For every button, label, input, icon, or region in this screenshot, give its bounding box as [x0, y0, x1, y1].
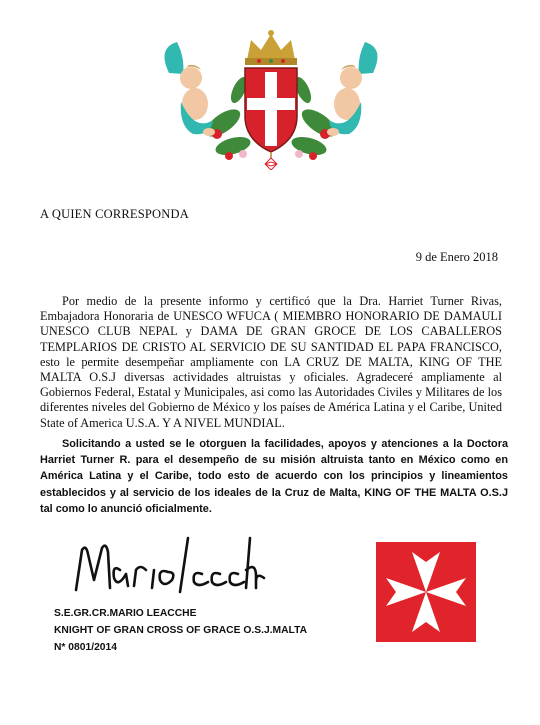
closing-paragraph: Solicitando a usted se le otorguen la facilidades, apoyos y atenciones a la Doctora Harriet Turner R. para el desempeño de su misión altruista tanto en México como en América Latina y el Caribe, todo esto de acuerdo con los principios y lineamientos establecidos y al servicio de los ideales de la Cruz de Malta, KING OF THE MALTA O.S.J tal como lo anunció oficialmente.: [40, 438, 508, 515]
signer-name: S.E.GR.CR.MARIO LEACCHE: [54, 608, 197, 619]
coat-of-arms-crest-icon: [155, 28, 387, 170]
signer-title: KNIGHT OF GRAN CROSS OF GRACE O.S.J.MALTA: [54, 625, 308, 637]
letter-body: Por medio de la presente informo y certificó que la Dra. Harriet Turner Rivas, Embajadora Honoraria de UNESCO WFUCA ( MIEMBRO HONORARIO DE DAMAULI UNESCO CLUB NEPAL y DAMA DE GRAN GROCE DE LOS CABALLEROS TEMPLARIOS DE CRISTO AL SERVICIO DE SU SANTIDAD EL PAPA FRANCISCO, esto le permite desempeñar ampliamente con LA CRUZ DE MALTA, KING OF THE MALTA O.S.J diversas actividades altruistas y oficiales. Agradeceré ampliamente al Gobiernos Federal, Estatal y Municipales, asi como las Autoridades Civiles y Militares de los diferentes niveles del Gobierno de México y los países de América Latina y el Caribe, United State of America U.S.A. Y A NIVEL MUNDIAL.: [40, 294, 502, 430]
registration-number: N* 0801/2014: [54, 642, 117, 654]
maltese-cross-icon: [376, 542, 476, 642]
salutation: A QUIEN CORRESPONDA: [40, 207, 189, 221]
handwritten-signature: [68, 530, 268, 606]
letter-date: 9 de Enero 2018: [415, 250, 498, 264]
signature-block: [54, 605, 307, 657]
